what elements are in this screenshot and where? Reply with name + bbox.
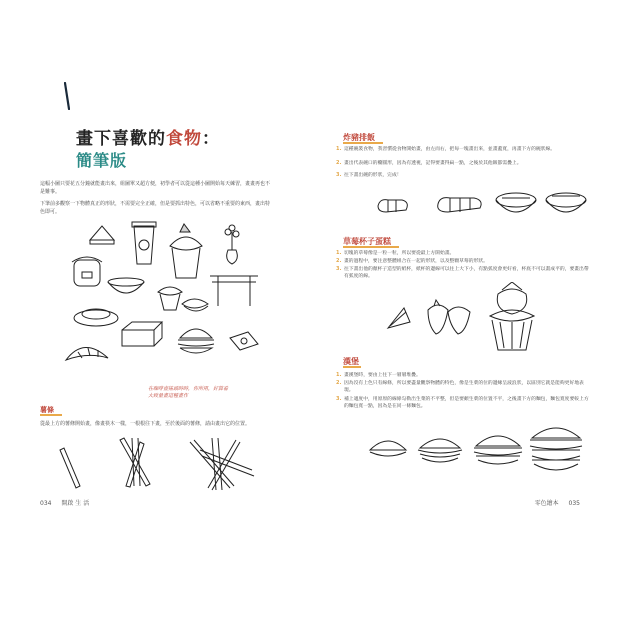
title-suffix: ：	[202, 129, 220, 149]
step-cake-3-text: 往下畫出他的顏杯子造型的紙杯，紙杯的邊線可以往上大下小，有點弧度會更好看，杯底不可以畫成平的，要畫出帶有弧度的線。	[344, 267, 589, 279]
fries-section-title: 薯條	[40, 406, 54, 414]
step-burger-1: 1. 畫漢堡時，要由上往下一層層堆疊。	[336, 372, 421, 378]
step-pork-2: 2. 畫出代表碗口的橢圓形，因為有透視，記得要畫得扁一點，之後於其他飯都需疊上。	[336, 160, 522, 166]
step-burger-2-text: 因為沒有上色只有線條，所以要盡量觀察物體的特色，像是生菜的位的邊緣呈波浪狀，以區別它就是能夠更好地表現。	[344, 381, 584, 393]
title-accent: 食物	[166, 129, 202, 149]
step-cake-2: 2. 畫的過程中，要注意整體組合在一起的形狀，以及整顆草莓的形狀。	[336, 258, 488, 264]
page-title	[76, 124, 220, 149]
step-burger-3: 3. 補上適度中，用原原的線條勾勒出生菜的不平整，但是要頗生菜的位置不平，之後畫下方的麵包，麵包寬度要較上方的麵包寬一點，因為是在同一條麵包。	[336, 396, 589, 409]
left-footer-title: 開啟 生 活	[61, 500, 90, 507]
page-subtitle: 簡筆版	[76, 151, 128, 170]
step-cake-2-text: 畫的過程中，要注意整體組合在一起的形狀，以及整顆草莓的形狀。	[344, 259, 488, 264]
pork-cutlet-rice-illustration	[370, 182, 590, 222]
section-title-pork-cutlet: 炸豬排飯	[343, 133, 375, 142]
title-prefix: 畫下喜歡的	[76, 129, 166, 149]
step-cake-1: 1. 切塊的草莓像是一粒一粒，所以要從最上方開始畫。	[336, 250, 455, 256]
section-bar-burger	[343, 366, 361, 368]
handwritten-note: 在咖啡壺搖頭時時，你所用，好算看大致量畫這種畫作	[148, 386, 229, 399]
step-pork-1-text: 這種碗裝食物，我習慣從食物開始畫，由左而右，把每一塊畫出來，並畫蓋寬，再畫下方的碗狀線。	[344, 147, 556, 152]
tip-paragraph: 下筆前多觀察一下物體真正的形狀，不需要完全正確，但是要抓出特色，可以省略不重要的東西，畫出特色即可。	[40, 201, 271, 215]
step-burger-3-text: 補上適度中，用原原的線條勾勒出生菜的不平整，但是要頗生菜的位置不平，之後畫下方的麵包，麵包寬度要較上方的麵包寬一點，因為是在同一條麵包。	[344, 397, 589, 409]
step-pork-3: 3. 往下畫出碗的形狀，完成！	[336, 172, 402, 178]
step-burger-2: 2. 因為沒有上色只有線條，所以要盡量觀察物體的特色，像是生菜的位的邊緣呈波浪狀，以區別它就是能夠更好地表現。	[336, 380, 584, 393]
section-bar-pork-cutlet	[343, 142, 383, 144]
right-page-footer	[535, 498, 580, 507]
french-fries-illustration	[40, 430, 280, 492]
step-cake-1-text: 切塊的草莓像是一粒一粒，所以要從最上方開始畫。	[344, 251, 455, 256]
section-bar-strawberry-cupcake	[343, 246, 399, 248]
fries-instructions: 從最上方的薯條開始畫，像畫筷木一樣，一根根往下畫，至於後面的薯條，請由畫出它的位置。	[40, 421, 251, 427]
right-footer-title: 零色繪本	[534, 500, 559, 507]
food-doodles-illustration	[62, 220, 282, 385]
step-burger-1-text: 畫漢堡時，要由上往下一層層堆疊。	[344, 373, 421, 378]
brush-stroke-icon	[64, 82, 70, 110]
step-pork-3-text: 往下畫出碗的形狀，完成！	[344, 173, 402, 178]
right-page-number: 035	[568, 500, 580, 507]
fries-title-underline	[40, 414, 62, 416]
step-pork-1: 1. 這種碗裝食物，我習慣從食物開始畫，由左而右，把每一塊畫出來，並畫蓋寬，再畫下方的碗狀線。	[336, 146, 556, 152]
step-cake-3: 3. 往下畫出他的顏杯子造型的紙杯，紙杯的邊線可以往上大下小，有點弧度會更好看，杯底不可以畫成平的，要畫出帶有弧度的線。	[336, 266, 589, 279]
step-pork-2-text: 畫出代表碗口的橢圓形，因為有透視，記得要畫得扁一點，之後於其他飯都需疊上。	[344, 161, 522, 166]
left-page-number: 034	[40, 500, 52, 507]
intro-paragraph: 這幅小圖只要花五分鐘就能畫出來，組圖單又超方便，初學者可以從這種小圖開始每天練習，畫畫再也不是難事。	[40, 181, 271, 195]
strawberry-cupcake-illustration	[380, 282, 560, 354]
section-title-burger: 漢堡	[343, 357, 359, 366]
left-page-footer	[40, 498, 89, 507]
burger-illustration	[364, 416, 594, 494]
section-title-strawberry-cupcake: 草莓杯子蛋糕	[343, 237, 391, 246]
